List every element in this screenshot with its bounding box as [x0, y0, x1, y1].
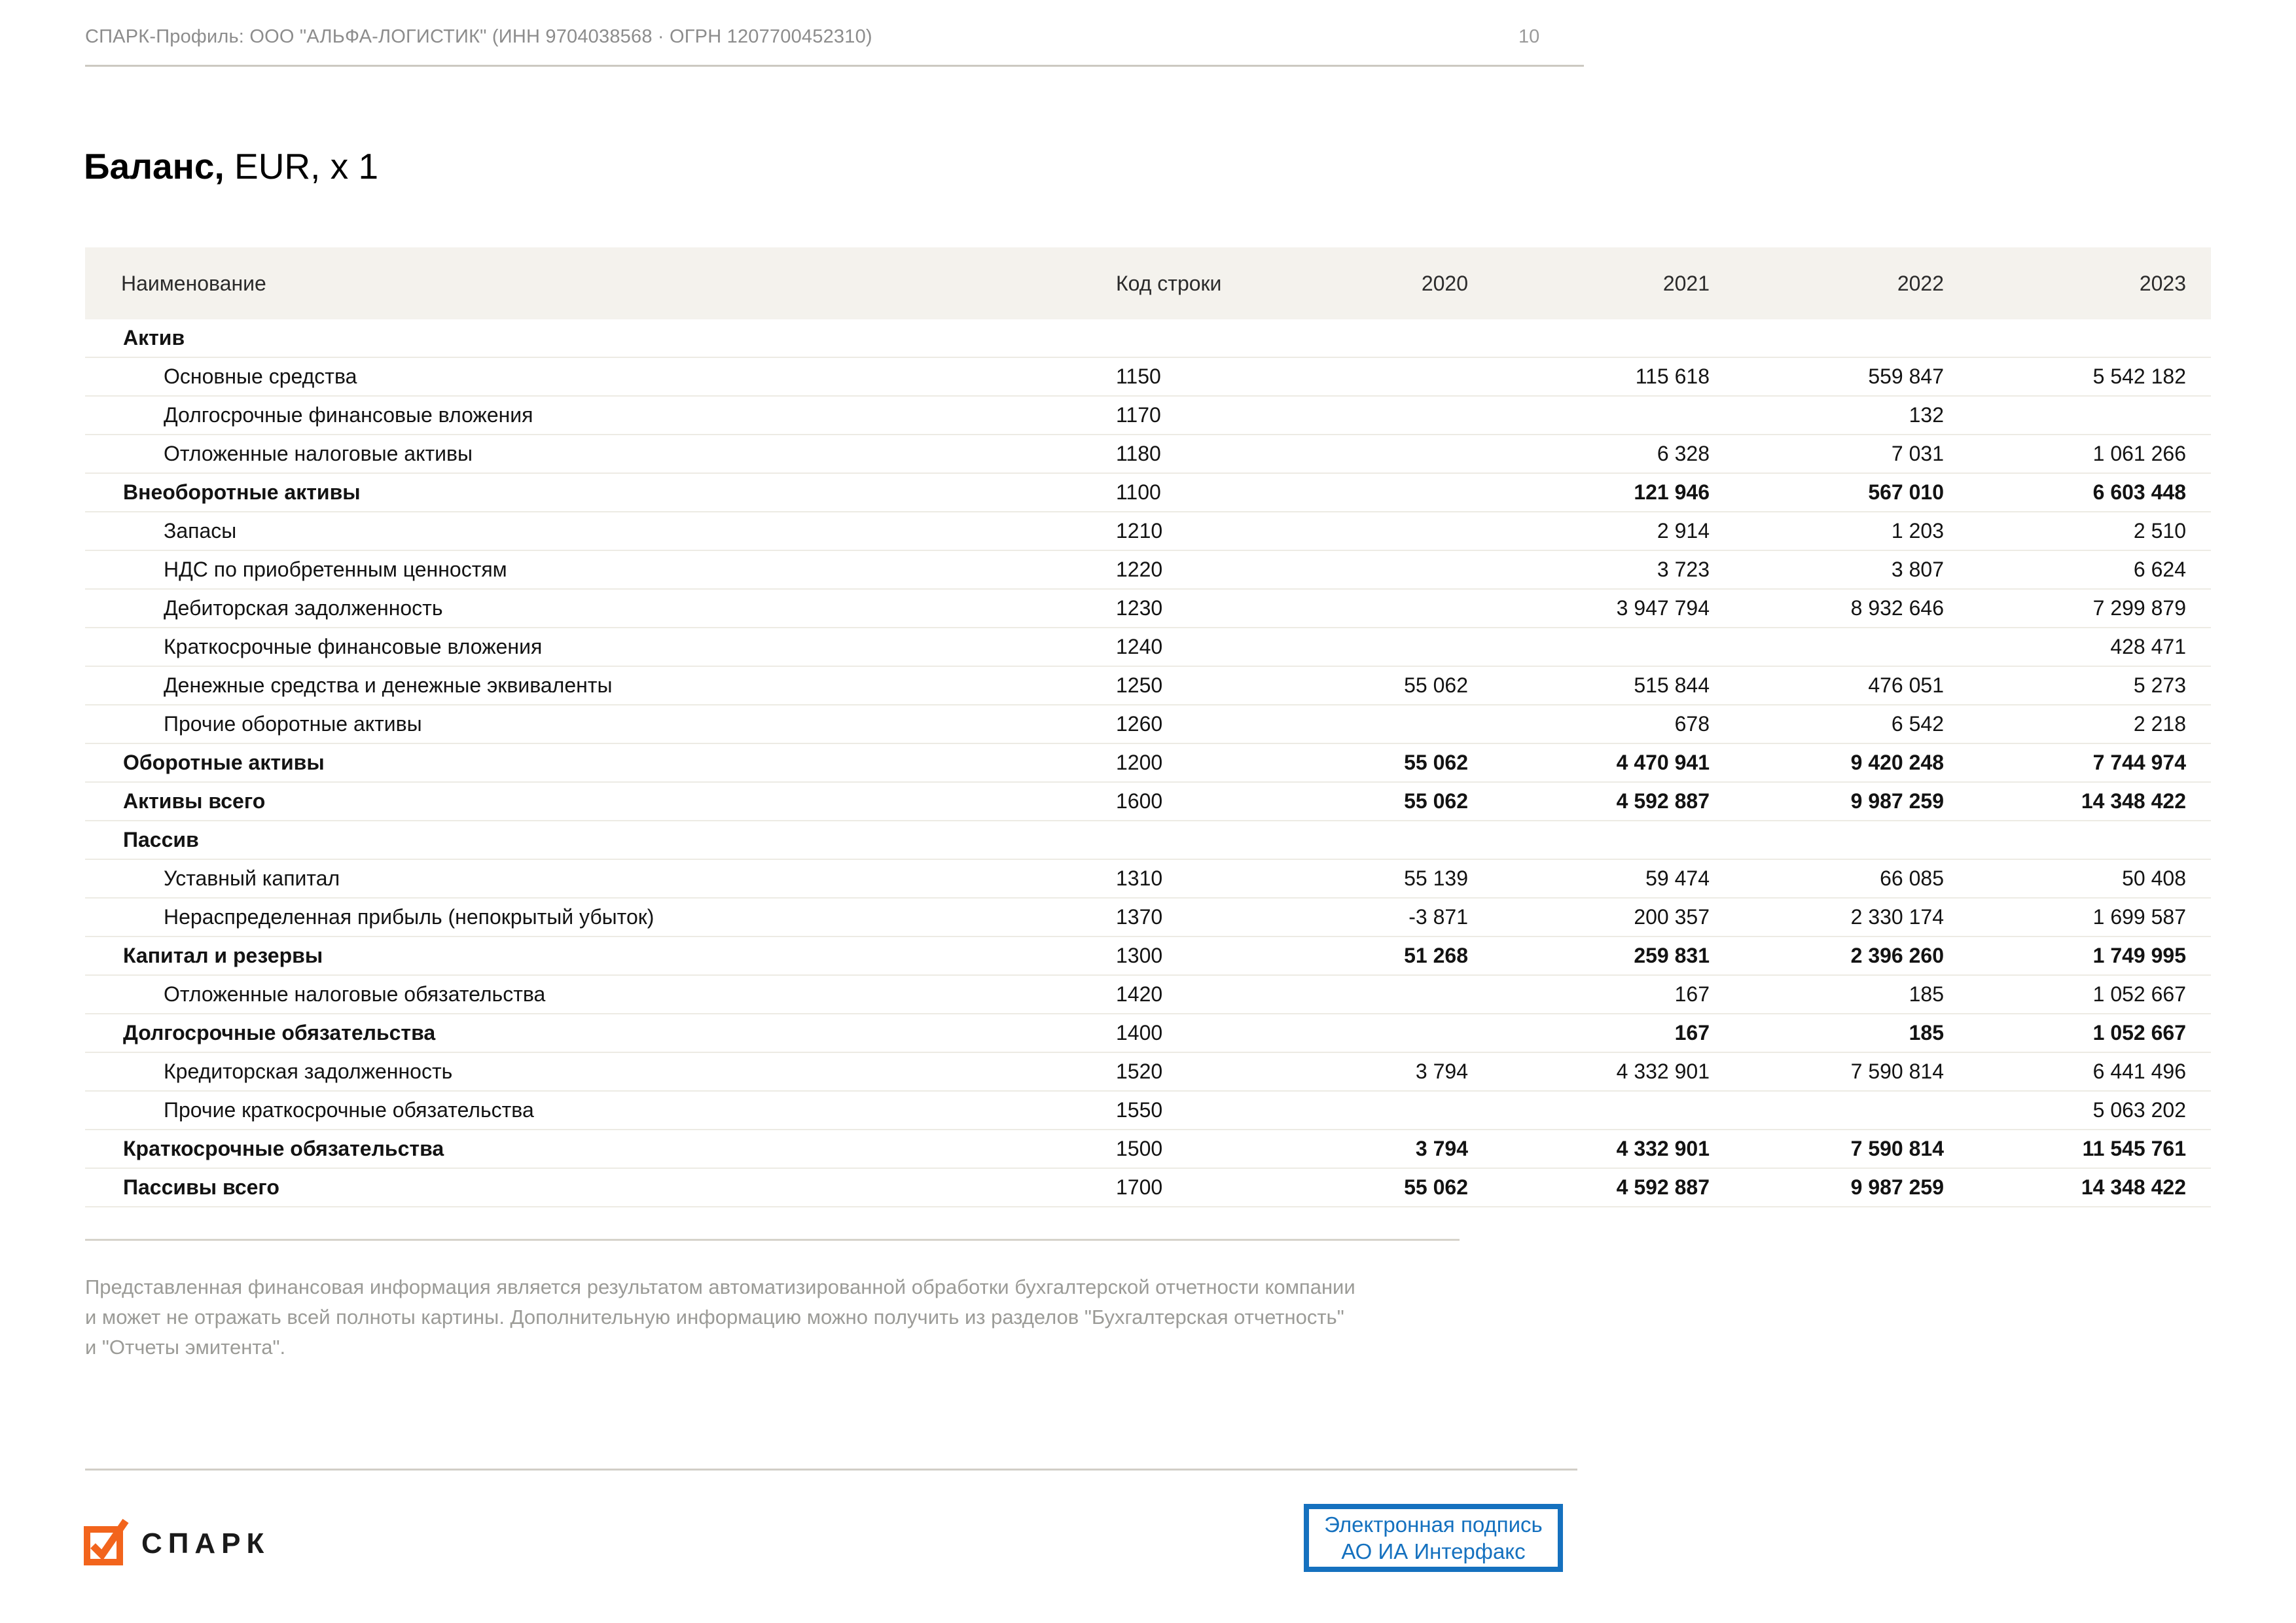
row-value-2023: 5 063 202	[2092, 1098, 2186, 1122]
row-value-2021: 6 328	[1657, 442, 1710, 465]
row-value-2023: 1 749 995	[2092, 944, 2186, 967]
row-value-2020: 3 794	[1415, 1137, 1468, 1160]
page-number: 10	[1518, 26, 1540, 47]
page-title	[84, 145, 378, 187]
row-value-2022: 559 847	[1868, 365, 1944, 388]
row-name: Краткосрочные обязательства	[123, 1137, 444, 1160]
table-row	[85, 474, 2211, 512]
row-value-2022: 3 807	[1891, 558, 1944, 581]
section-divider	[85, 1239, 1460, 1241]
row-value-2020: 3 794	[1415, 1060, 1468, 1083]
row-value-2021: 3 947 794	[1616, 596, 1710, 620]
row-value-2023: 6 441 496	[2092, 1060, 2186, 1083]
footer-divider	[85, 1469, 1577, 1471]
row-value-2020: 55 062	[1404, 1175, 1468, 1199]
row-name: Нераспределенная прибыль (непокрытый убыток)	[164, 905, 655, 929]
table-row	[85, 937, 2211, 976]
row-value-2021: 515 844	[1634, 673, 1710, 697]
table-row	[85, 319, 2211, 358]
row-code: 1310	[1116, 866, 1163, 890]
row-name: Денежные средства и денежные эквиваленты	[164, 673, 613, 697]
row-name: Оборотные активы	[123, 751, 325, 774]
table-row	[85, 628, 2211, 667]
row-code: 1500	[1116, 1137, 1163, 1160]
row-value-2023: 7 744 974	[2092, 751, 2186, 774]
table-row	[85, 783, 2211, 821]
row-value-2023: 1 052 667	[2092, 1021, 2186, 1044]
row-value-2022: 66 085	[1880, 866, 1944, 890]
page-title-main: Баланс,	[84, 146, 224, 187]
row-value-2021: 4 332 901	[1616, 1060, 1710, 1083]
row-value-2022: 567 010	[1868, 480, 1944, 504]
row-value-2021: 4 470 941	[1616, 751, 1710, 774]
col-header-2022: 2022	[1897, 271, 1944, 295]
row-value-2022: 132	[1909, 403, 1944, 427]
row-code: 1300	[1116, 944, 1163, 967]
row-value-2021: 259 831	[1634, 944, 1710, 967]
spark-checkbox-icon	[82, 1513, 131, 1565]
row-value-2022: 2 330 174	[1850, 905, 1944, 929]
table-row	[85, 1053, 2211, 1092]
table-row	[85, 976, 2211, 1014]
balance-table	[85, 247, 2211, 1207]
row-code: 1150	[1116, 365, 1161, 388]
row-value-2020: 51 268	[1404, 944, 1468, 967]
row-name: Дебиторская задолженность	[164, 596, 443, 620]
row-code: 1520	[1116, 1060, 1163, 1083]
row-name: Долгосрочные финансовые вложения	[164, 403, 533, 427]
row-name: Актив	[123, 326, 185, 349]
table-row	[85, 899, 2211, 937]
table-row	[85, 512, 2211, 551]
row-code: 1240	[1116, 635, 1163, 658]
table-row	[85, 397, 2211, 435]
row-value-2023: 6 603 448	[2092, 480, 2186, 504]
table-body	[85, 319, 2211, 1207]
table-row	[85, 705, 2211, 744]
electronic-signature-stamp[interactable]	[1304, 1504, 1563, 1572]
row-name: Долгосрочные обязательства	[123, 1021, 436, 1044]
row-value-2022: 7 590 814	[1850, 1137, 1944, 1160]
row-value-2021: 4 592 887	[1616, 789, 1710, 813]
col-header-2020: 2020	[1421, 271, 1468, 295]
spark-logo	[82, 1513, 270, 1565]
row-value-2021: 115 618	[1635, 365, 1710, 388]
row-name: Уставный капитал	[164, 866, 340, 890]
table-row	[85, 1014, 2211, 1053]
col-header-name: Наименование	[121, 271, 266, 295]
stamp-line2: АО ИА Интерфакс	[1341, 1539, 1526, 1563]
row-code: 1170	[1116, 403, 1161, 427]
row-code: 1260	[1116, 712, 1163, 736]
row-code: 1220	[1116, 558, 1163, 581]
row-value-2023: 14 348 422	[2081, 789, 2186, 813]
row-name: Прочие краткосрочные обязательства	[164, 1098, 534, 1122]
row-value-2023: 5 542 182	[2092, 365, 2186, 388]
row-value-2022: 6 542	[1891, 712, 1944, 736]
disclaimer-text: Представленная финансовая информация является результатом автоматизированной обработки бухгалтерской отчетности компании и может не отражать всей полноты картины. Дополнительную информацию можно получить из разделов "Бухгалтерская отчетность" и "Отчеты эмитента".	[85, 1275, 1355, 1359]
row-code: 1250	[1116, 673, 1163, 697]
row-value-2023: 1 052 667	[2092, 982, 2186, 1006]
row-value-2021: 121 946	[1634, 480, 1710, 504]
table-row	[85, 358, 2211, 397]
header-divider	[85, 65, 1584, 67]
row-value-2022: 1 203	[1891, 519, 1944, 543]
row-value-2023: 2 510	[2133, 519, 2186, 543]
row-value-2020: 55 062	[1404, 751, 1468, 774]
col-header-code: Код строки	[1116, 271, 1222, 295]
row-name: Внеоборотные активы	[123, 480, 361, 504]
row-value-2022: 185	[1909, 1021, 1944, 1044]
row-value-2021: 167	[1674, 982, 1710, 1006]
row-value-2022: 185	[1909, 982, 1944, 1006]
row-code: 1550	[1116, 1098, 1163, 1122]
table-row	[85, 667, 2211, 705]
row-code: 1180	[1116, 442, 1161, 465]
row-value-2023: 1 061 266	[2092, 442, 2186, 465]
row-name: Основные средства	[164, 365, 357, 388]
col-header-2023: 2023	[2139, 271, 2186, 295]
row-value-2022: 7 031	[1891, 442, 1944, 465]
row-value-2023: 14 348 422	[2081, 1175, 2186, 1199]
row-value-2023: 428 471	[2110, 635, 2186, 658]
row-value-2021: 678	[1674, 712, 1710, 736]
row-code: 1420	[1116, 982, 1163, 1006]
row-code: 1400	[1116, 1021, 1163, 1044]
row-value-2023: 6 624	[2133, 558, 2186, 581]
page-title-units: EUR, x 1	[224, 146, 379, 187]
row-value-2022: 9 420 248	[1850, 751, 1944, 774]
report-header-title: СПАРК-Профиль: ООО "АЛЬФА-ЛОГИСТИК" (ИНН 9704038568 · ОГРН 1207700452310)	[85, 26, 872, 47]
row-name: НДС по приобретенным ценностям	[164, 558, 507, 581]
row-value-2020: -3 871	[1408, 905, 1468, 929]
row-name: Прочие оборотные активы	[164, 712, 422, 736]
row-code: 1210	[1116, 519, 1163, 543]
stamp-line1: Электронная подпись	[1324, 1512, 1543, 1537]
table-row	[85, 435, 2211, 474]
table-row	[85, 1092, 2211, 1130]
row-value-2021: 59 474	[1645, 866, 1710, 890]
table-row	[85, 1169, 2211, 1207]
row-value-2022: 7 590 814	[1850, 1060, 1944, 1083]
table-row	[85, 821, 2211, 860]
row-value-2022: 9 987 259	[1850, 1175, 1944, 1199]
row-name: Пассивы всего	[123, 1175, 279, 1199]
row-name: Краткосрочные финансовые вложения	[164, 635, 543, 658]
row-value-2022: 8 932 646	[1850, 596, 1944, 620]
table-row	[85, 1130, 2211, 1169]
row-value-2022: 9 987 259	[1850, 789, 1944, 813]
table-header-row	[85, 247, 2211, 319]
table-row	[85, 551, 2211, 590]
spark-logo-label: СПАРК	[141, 1527, 270, 1560]
row-value-2023: 2 218	[2133, 712, 2186, 736]
row-value-2020: 55 062	[1404, 673, 1468, 697]
row-name: Пассив	[123, 828, 199, 851]
row-code: 1370	[1116, 905, 1163, 929]
row-name: Капитал и резервы	[123, 944, 323, 967]
row-code: 1600	[1116, 789, 1163, 813]
row-value-2021: 167	[1674, 1021, 1710, 1044]
row-value-2021: 3 723	[1657, 558, 1710, 581]
row-code: 1100	[1116, 480, 1161, 504]
row-value-2023: 7 299 879	[2092, 596, 2186, 620]
row-value-2021: 4 332 901	[1616, 1137, 1710, 1160]
row-value-2023: 11 545 761	[2082, 1137, 2186, 1160]
row-value-2021: 2 914	[1657, 519, 1710, 543]
row-value-2021: 4 592 887	[1616, 1175, 1710, 1199]
row-value-2023: 5 273	[2133, 673, 2186, 697]
row-value-2022: 476 051	[1868, 673, 1944, 697]
row-value-2023: 1 699 587	[2092, 905, 2186, 929]
row-value-2020: 55 062	[1404, 789, 1468, 813]
row-name: Отложенные налоговые активы	[164, 442, 473, 465]
table-row	[85, 590, 2211, 628]
row-name: Активы всего	[123, 789, 266, 813]
row-name: Кредиторская задолженность	[164, 1060, 453, 1083]
table-row	[85, 744, 2211, 783]
row-name: Запасы	[164, 519, 237, 543]
col-header-2021: 2021	[1662, 271, 1710, 295]
row-name: Отложенные налоговые обязательства	[164, 982, 546, 1006]
row-code: 1700	[1116, 1175, 1163, 1199]
row-code: 1230	[1116, 596, 1163, 620]
row-value-2021: 200 357	[1634, 905, 1710, 929]
row-value-2023: 50 408	[2122, 866, 2186, 890]
table-row	[85, 860, 2211, 899]
row-value-2022: 2 396 260	[1850, 944, 1944, 967]
row-value-2020: 55 139	[1404, 866, 1468, 890]
row-code: 1200	[1116, 751, 1163, 774]
